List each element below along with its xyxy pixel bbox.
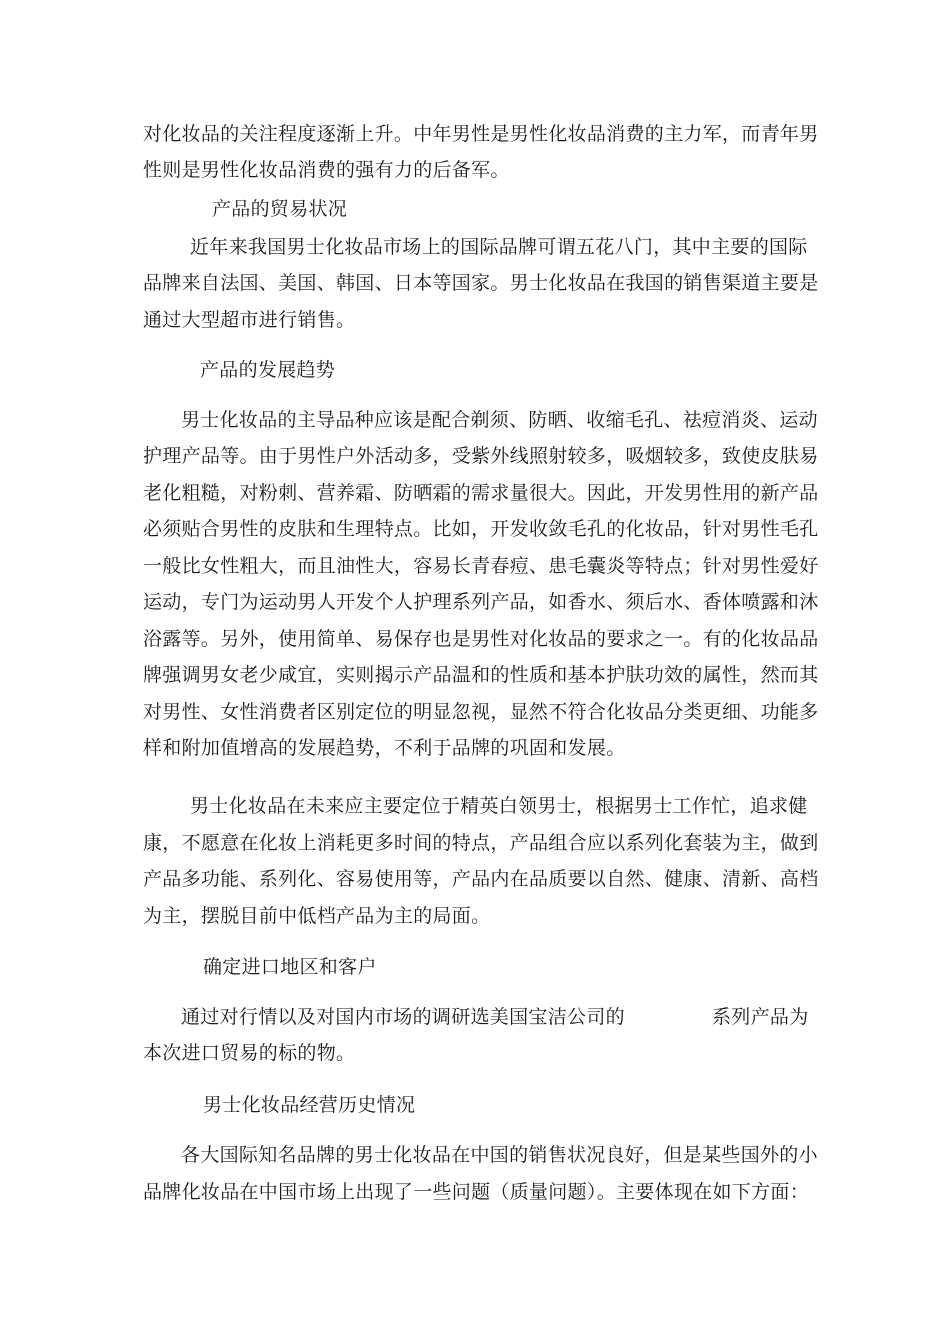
paragraph-trend-line-5: 一般比女性粗大，而且油性大，容易长青春痘、患毛囊炎等特点；针对男性爱好 xyxy=(143,555,819,577)
paragraph-history-line-1: 各大国际知名品牌的男士化妆品在中国的销售状况良好，但是某些国外的小 xyxy=(181,1144,818,1166)
paragraph-positioning-line-4: 为主，摆脱目前中低档产品为主的局面。 xyxy=(143,905,491,927)
heading-import-region: 确定进口地区和客户 xyxy=(203,956,377,978)
paragraph-trend-line-3: 老化粗糙，对粉刺、营养霜、防晒霜的需求量很大。因此，开发男性用的新产品 xyxy=(143,482,819,504)
paragraph-region-line-1-right: 系列产品为 xyxy=(712,1006,809,1028)
heading-development-trend: 产品的发展趋势 xyxy=(200,359,336,381)
heading-trade-status: 产品的贸易状况 xyxy=(212,198,348,220)
paragraph-region-line-2: 本次进口贸易的标的物。 xyxy=(143,1042,356,1064)
paragraph-trend-line-2: 护理产品等。由于男性户外活动多，受紫外线照射较多，吸烟较多，致使皮肤易 xyxy=(143,445,819,467)
paragraph-1-line-2: 性则是男性化妆品消费的强有力的后备军。 xyxy=(143,159,510,181)
paragraph-trend-line-9: 对男性、女性消费者区别定位的明显忽视，显然不符合化妆品分类更细、功能多 xyxy=(143,701,819,723)
paragraph-positioning-line-2: 康，不愿意在化妆上消耗更多时间的特点，产品组合应以系列化套装为主，做到 xyxy=(143,832,819,854)
heading-business-history: 男士化妆品经营历史情况 xyxy=(203,1094,416,1116)
paragraph-trade-line-3: 通过大型超市进行销售。 xyxy=(143,309,356,331)
paragraph-trend-line-7: 浴露等。另外，使用简单、易保存也是男性对化妆品的要求之一。有的化妆品品 xyxy=(143,628,819,650)
paragraph-region-line-1-left: 通过对行情以及对国内市场的调研选美国宝洁公司的 xyxy=(181,1006,625,1028)
paragraph-trend-line-8: 牌强调男女老少咸宜，实则揭示产品温和的性质和基本护肤功效的属性，然而其 xyxy=(143,664,819,686)
paragraph-trend-line-4: 必须贴合男性的皮肤和生理特点。比如，开发收敛毛孔的化妆品，针对男性毛孔 xyxy=(143,518,819,540)
paragraph-positioning-line-3: 产品多功能、系列化、容易使用等，产品内在品质要以自然、健康、清新、高档 xyxy=(143,868,819,890)
paragraph-trend-line-10: 样和附加值增高的发展趋势，不利于品牌的巩固和发展。 xyxy=(143,737,626,759)
paragraph-trend-line-1: 男士化妆品的主导品种应该是配合剃须、防晒、收缩毛孔、祛痘消炎、运动 xyxy=(181,409,818,431)
paragraph-history-line-2: 品牌化妆品在中国市场上出现了一些问题（质量问题）。主要体现在如下方面： xyxy=(143,1181,810,1203)
paragraph-trade-line-2: 品牌来自法国、美国、韩国、日本等国家。男士化妆品在我国的销售渠道主要是 xyxy=(143,272,819,294)
paragraph-1-line-1: 对化妆品的关注程度逐渐上升。中年男性是男性化妆品消费的主力军，而青年男 xyxy=(143,123,819,145)
paragraph-trade-line-1: 近年来我国男士化妆品市场上的国际品牌可谓五花八门，其中主要的国际 xyxy=(190,236,808,258)
paragraph-trend-line-6: 运动，专门为运动男人开发个人护理系列产品，如香水、须后水、香体喷露和沐 xyxy=(143,591,819,613)
paragraph-positioning-line-1: 男士化妆品在未来应主要定位于精英白领男士，根据男士工作忙，追求健 xyxy=(190,795,808,817)
